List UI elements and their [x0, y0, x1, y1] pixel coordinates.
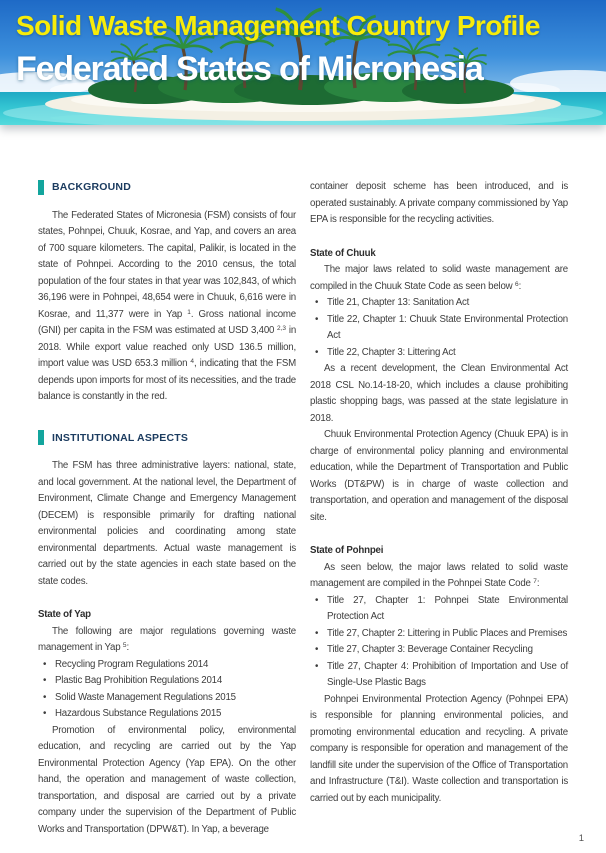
section-heading-institutional — [38, 430, 296, 447]
list-item: • Recycling Program Regulations 2014 — [38, 657, 296, 674]
right-column — [310, 179, 568, 838]
header-banner — [0, 0, 606, 125]
list-item: • Hazardous Substance Regulations 2015 — [38, 706, 296, 723]
list-item: • Title 22, Chapter 3: Littering Act — [310, 345, 568, 362]
teal-accent-bar — [38, 430, 44, 445]
list-item: • Solid Waste Management Regulations 2015 — [38, 690, 296, 707]
chuuk-laws-list — [310, 295, 568, 361]
background-paragraph: The Federated States of Micronesia (FSM) consists of four states, Pohnpei, Chuuk, Kosrae, and Yap, and covers an area of 700 square kilometers. The capital, Palikir, is located in the state of Pohnpei. According to the 2010 census, the total population of the four states in that year was 102,843, of which 36,196 were in Pohnpei, 48,654 were in Chuuk, 6,616 were in Kosrae, and 11,377 were in Yap $^1$. Gross national income (GNI) per capita in the FSM was estimated at USD 3,400 $^{2,3}$ in 2018. While export value reached only USD 136.5 million, import value was USD 653.3 million $^4$, indicating that the FSM depends upon imports for most of its necessities, and the trade balance is constantly in the red. — [38, 209, 297, 402]
document-body — [0, 125, 606, 838]
section-title: BACKGROUND — [52, 181, 131, 193]
institutional-paragraph: The FSM has three administrative layers: national, state, and local government. At the national level, the Department of Environment, Climate Change and Emergency Management (DECEM) is responsible primarily for drafting national environmental policies and coordinating among state environmental departments. Actual waste management is carried out by the state agencies in each state based on the state codes. — [38, 460, 296, 587]
teal-accent-bar — [38, 180, 44, 195]
list-item: • Title 27, Chapter 3: Beverage Container Recycling — [310, 642, 568, 659]
list-item: • Plastic Bag Prohibition Regulations 2014 — [38, 673, 296, 690]
pohnpei-intro-paragraph: As seen below, the major laws related to solid waste management are compiled in the Pohnpei State Code $^7$: — [310, 561, 568, 589]
pohnpei-paragraph: Pohnpei Environmental Protection Agency (Pohnpei EPA) is responsible for planning environmental policies, and promoting environmental education and recycling. A private company is responsible for operation and management of the landfill site under the supervision of the Office of Transportation and Infrastructure (T&I). Waste collection and transportation is carried out by each municipality. — [310, 693, 568, 804]
list-item: • Title 27, Chapter 1: Pohnpei State Environmental Protection Act — [310, 593, 568, 626]
document-title: Solid Waste Management Country Profile — [16, 10, 540, 41]
chuuk-paragraph-1: As a recent development, the Clean Environmental Act 2018 CSL No.14-18-20, which includes a clause prohibiting plastic shopping bags, was passed at the state legislature in 2018. — [310, 363, 568, 424]
pohnpei-laws-list — [310, 593, 568, 692]
chuuk-intro-paragraph: The major laws related to solid waste management are compiled in the Chuuk State Code as seen below $^6$: — [310, 264, 568, 292]
section-heading-background — [38, 179, 296, 196]
section-title: INSTITUTIONAL ASPECTS — [52, 431, 189, 444]
subheading-state-of-yap: State of Yap — [38, 609, 91, 620]
subheading-state-of-chuuk: State of Chuuk — [310, 247, 376, 259]
list-item: • Title 21, Chapter 13: Sanitation Act — [310, 295, 568, 312]
yap-intro-paragraph: The following are major regulations governing waste management in Yap $^5$: — [38, 625, 296, 653]
yap-regulations-list — [38, 657, 296, 723]
subheading-state-of-pohnpei: State of Pohnpei — [310, 545, 384, 556]
page-number: 1 — [578, 833, 584, 844]
list-item: • Title 27, Chapter 4: Prohibition of Importation and Use of Single-Use Plastic Bags — [310, 659, 568, 692]
chuuk-paragraph-2: Chuuk Environmental Protection Agency (Chuuk EPA) is in charge of environmental policy planning and environmental education, while the Department of Transportation and Public Works (DT&PW) is in charge of waste collection and transportation, and operation and management of the disposal site. — [310, 429, 568, 523]
list-item: • Title 27, Chapter 2: Littering in Public Places and Premises — [310, 626, 568, 643]
yap-continuation-paragraph: container deposit scheme has been introduced, and is operated sustainably. A private company commissioned by Yap EPA is responsible for the recycling activities. — [310, 181, 568, 225]
left-column — [38, 179, 296, 838]
document-subtitle: Federated States of Micronesia — [16, 50, 483, 88]
list-item: • Title 22, Chapter 1: Chuuk State Environmental Protection Act — [310, 312, 568, 345]
yap-paragraph: Promotion of environmental policy, environmental education, and recycling are carried out by the Yap Environmental Protection Agency (Yap EPA). On the other hand, the operation and management of waste collection, transportation, and disposal are carried out by a private company under the supervision of the Department of Public Works and Transportation (DPW&T). In Yap, a beverage — [38, 724, 296, 835]
